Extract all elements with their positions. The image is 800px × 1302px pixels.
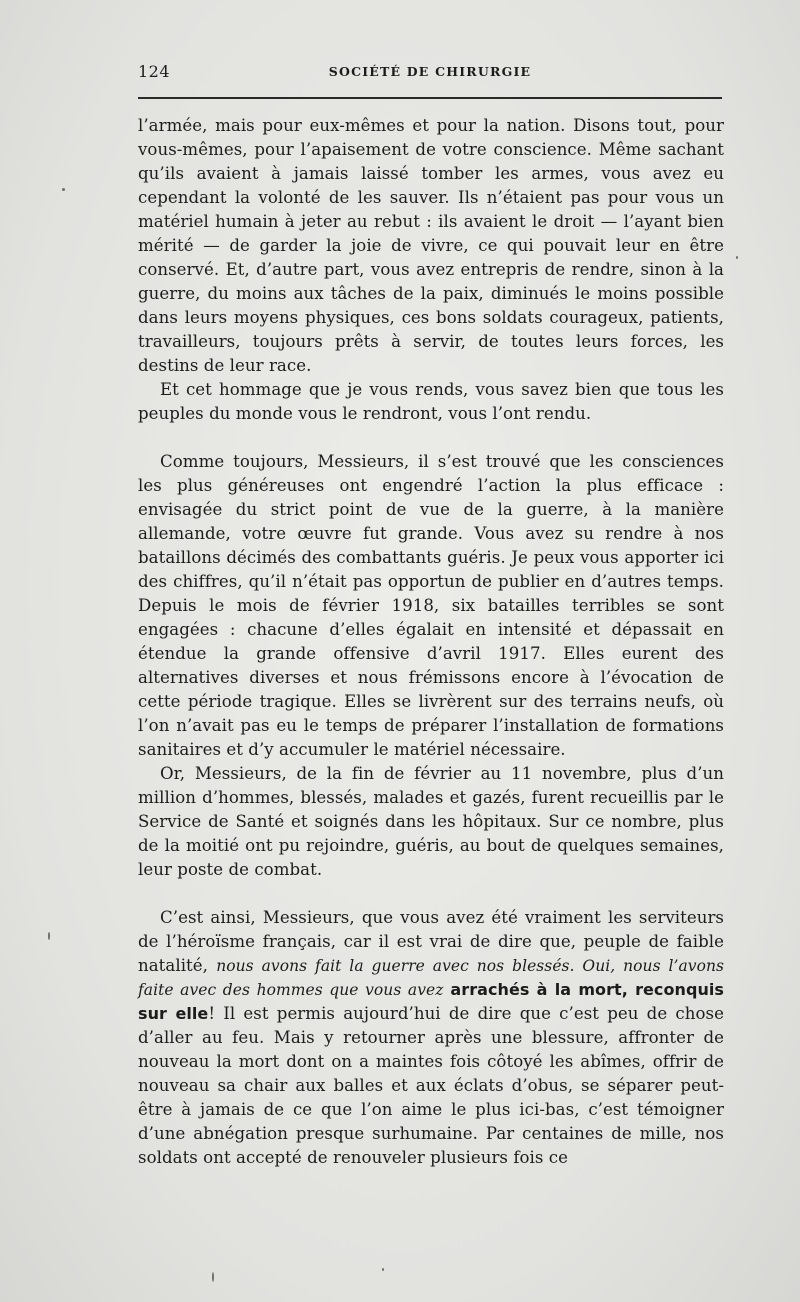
scan-speck [62, 188, 65, 191]
paragraph-3: Comme toujours, Messieurs, il s’est trouvé que les consciences les plus généreuses ont engendré l’action la plus efficace : envisagée du strict point de vue de la guerre, à la manière allemande, votre œuvre fut grande. Vous avez su rendre à nos bataillons décimés des combattants guéris. Je peux vous apporter ici des chiffres, qu’il n’était pas opportun de publier en d’autres temps. Depuis le mois de février 1918, six batailles terribles se sont engagées : chacune d’elles égalait en intensité et dépassait en étendue la grande offensive d’avril 1917. Elles eurent des alternatives diverses et nous frémissons encore à l’évocation de cette période tragique. Elles se livrèrent sur des terrains neufs, où l’on n’avait pas eu le temps de préparer l’installation de formations sanitaires et d’y accumuler le matériel nécessaire. [138, 452, 724, 759]
paragraph-4: Or, Messieurs, de la fin de février au 11 novembre, plus d’un million d’hommes, blessés, malades et gazés, furent recueillis par le Service de Santé et soignés dans les hôpitaux. Sur ce nombre, plus de la moitié ont pu rejoindre, guéris, au bout de quelques semaines, leur poste de combat. [138, 764, 724, 879]
paragraph-1: l’armée, mais pour eux-mêmes et pour la nation. Disons tout, pour vous-mêmes, pour l’apaisement de votre conscience. Même sachant qu’ils avaient à jamais laissé tomber les armes, vous avez eu cependant la volonté de les sauver. Ils n’étaient pas pour vous un matériel humain à jeter au rebut : ils avaient le droit — l’ayant bien mérité — de garder la joie de vivre, ce qui pouvait leur en être conservé. Et, d’autre part, vous avez entrepris de rendre, sinon à la guerre, du moins aux tâches de la paix, diminués le moins possible dans leurs moyens physiques, ces bons soldats courageux, patients, travailleurs, toujours prêts à servir, de toutes leurs forces, les destins de leur race. [138, 116, 724, 375]
header-rule [138, 97, 722, 99]
paragraph-2: Et cet hommage que je vous rends, vous savez bien que tous les peuples du monde vous le rendront, vous l’ont rendu. [138, 380, 724, 423]
paragraph-5-start: C’est ainsi, Messieurs, que vous avez été vraiment les serviteurs de l’héroïsme français, car il est vrai de dire que, peuple de faible natalité, [138, 908, 724, 975]
paragraph-5-end: ! Il est permis aujourd’hui de dire que c’est peu de chose d’aller au feu. Mais y retourner après une blessure, affronter de nouveau la mort dont on a maintes fois côtoyé les abîmes, offrir de nouveau sa chair aux balles et aux éclats d’obus, se séparer peut-être à jamais de ce que l’on aime le plus ici-bas, c’est témoigner d’une abnégation presque surhumaine. Par centaines de mille, nos soldats ont accepté de renouveler plusieurs fois ce [138, 1004, 724, 1167]
scan-speck [48, 932, 50, 940]
scan-speck [212, 1272, 214, 1282]
page-header [138, 58, 722, 88]
scan-speck [736, 256, 738, 259]
paragraph-5 [138, 906, 724, 1170]
body-text [138, 114, 724, 1170]
scan-speck [382, 1268, 384, 1271]
running-title: SOCIÉTÉ DE CHIRURGIE [328, 64, 532, 79]
paragraph-5-italic: nous avons fait la guerre avec nos blessés. Oui, nous l’avons faite avec des hommes que vous avez [138, 957, 724, 999]
paragraph-5-bold: arrachés à la mort, reconquis sur elle [138, 980, 725, 1023]
page-number: 124 [138, 62, 171, 81]
